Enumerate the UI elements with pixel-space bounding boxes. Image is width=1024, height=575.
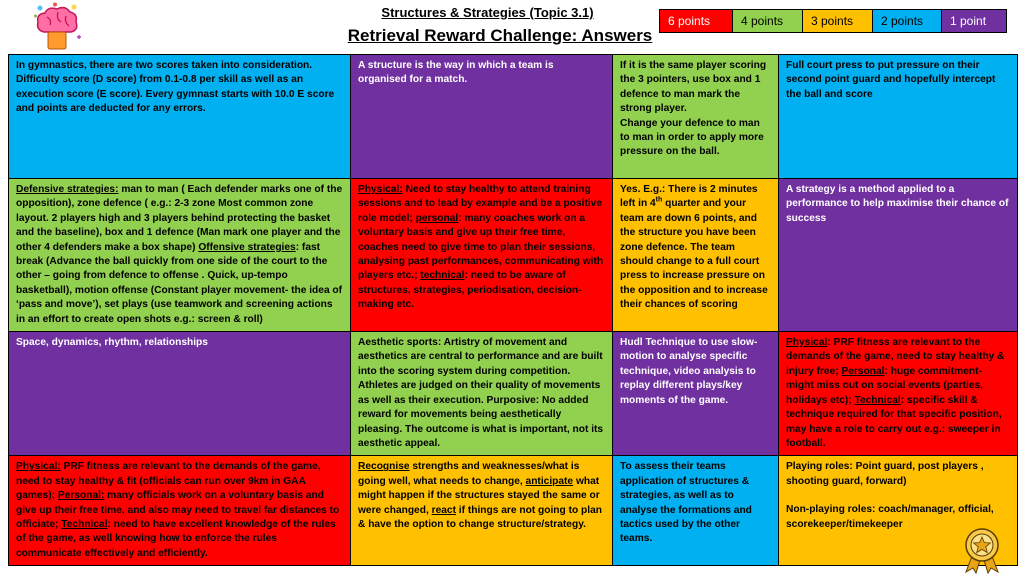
answer-cell-r3c1 [9, 332, 351, 456]
answer-text: quarter and your team are down 6 points, and the structure you have been zone defence. The team should change to a full court press to increase pressure on the opposition and to increase their chances of scoring [620, 198, 768, 311]
medal-icon [962, 526, 1002, 574]
answer-cell-r3c3 [613, 332, 779, 456]
answer-heading: react [431, 504, 456, 516]
answer-text: : many coaches work on a voluntary basis and give up their free time, coaches need to give time to plan their sessions, analysing past performances, communicating with players etc.; [358, 212, 604, 282]
answer-cell-r2c2 [351, 179, 613, 332]
answer-text: Yes. E.g.: There is 2 minutes left in 4 [620, 184, 758, 210]
answer-text: : fast break (Advance the ball quickly from one side of the court to the other – going from defence to offense . Quick, up-tempo basketball), motion offense (Constant player movement- the idea of ‘pass and move’), set plays (use teamwork and screening actions in an effort to create open shots e.g.: screen & roll) [16, 241, 343, 325]
answer-text: : huge commitment- might miss out on social events (parties, holidays etc); [786, 365, 984, 406]
answer-cell-r2c4 [779, 179, 1018, 332]
answer-text: Change your defence to man to man in order to apply more pressure on the ball. [620, 117, 764, 158]
answer-heading: Personal [841, 365, 885, 377]
answer-cell-r4c1 [9, 456, 351, 566]
answer-text: Aesthetic sports: Artistry of movement and aesthetics are central to performance and are built into the scoring system during competition. Athletes are judged on their quality of movements as well as their execution. Purposive: No added reward for movements being aesthetically pleasing. The outcome is what is important, not its aesthetic appeal. [358, 337, 604, 449]
answer-cell-r3c2 [351, 332, 613, 456]
answer-heading: technical [420, 270, 465, 282]
answer-heading: Physical [786, 337, 828, 349]
answer-text: PRF fitness are relevant to the demands of the game, need to stay healthy & fit (officials can run over 9km in GAA games); [16, 461, 321, 502]
answer-text: if things are not going to plan & have the option to change structure/strategy. [358, 504, 602, 530]
answer-cell-r4c3 [613, 456, 779, 566]
answer-text: : need to have excellent knowledge of the rules of the game, as well knowing how to enforce the rules communicate effectively and efficiently. [16, 518, 336, 559]
answer-text: A strategy is a method applied to a performance to help maximise their chance of success [786, 184, 1009, 224]
answer-cell-r1c1 [9, 55, 351, 179]
answer-text: man to man ( Each defender marks one of the opposition), zone defence ( e.g.: 2-3 zone Most common zone layout. 2 players high and 3 players behind protecting the basket and the baseline), box and 1 defence (Man mark one player and the other 4 defenders make a box shape) [16, 184, 343, 253]
answer-cell-r4c2 [351, 456, 613, 566]
answer-text: strengths and weaknesses/what is going well, what needs to change, [358, 461, 580, 487]
answer-cell-r2c3 [613, 179, 779, 332]
answer-text: Playing roles: Point guard, post players , shooting guard, forward) [786, 461, 984, 487]
answer-text: In gymnastics, there are two scores taken into consideration. Difficulty score (D score) from 0.1-0.8 per skill as well as an execution score (E score). Every gymnast starts with 10.0 E score and points are deducted for any errors. [16, 60, 335, 115]
answer-text: many officials work on a voluntary basis and give up their free time, and also may need to travel far distances to officiate; [16, 490, 340, 530]
legend-3-points: 3 points [803, 10, 873, 32]
answer-text: If it is the same player scoring the 3 pointers, use box and 1 defence to man mark the strong player. [620, 60, 767, 115]
legend-1-point: 1 point [942, 10, 1006, 32]
answer-heading: Physical: [16, 461, 61, 473]
answer-text: what might happen if the structures stayed the same or were changed, [358, 475, 600, 516]
answer-heading: personal [415, 212, 459, 224]
answer-cell-r3c4 [779, 332, 1018, 456]
legend-4-points: 4 points [733, 10, 803, 32]
legend-2-points: 2 points [873, 10, 942, 32]
brain-sparkle-icon [30, 2, 82, 52]
answer-heading: Technical [854, 394, 901, 406]
answer-text: : specific skill & technique required for that specific position, may have a role to carry out e.g.: sweeper in football. [786, 394, 1002, 449]
answer-text: To assess their teams application of structures & strategies, as well as to analyse the formations and tactics used by the other teams. [620, 461, 752, 545]
answers-grid [8, 54, 1018, 566]
answer-cell-r1c4 [779, 55, 1018, 179]
answer-text: Space, dynamics, rhythm, relationships [16, 337, 208, 349]
answer-heading: anticipate [525, 475, 574, 487]
answer-cell-r1c3 [613, 55, 779, 179]
answer-text: : PRF fitness are relevant to the demands of the game, need to stay healthy & injury free; [786, 337, 1005, 377]
answer-heading: Physical: [358, 184, 403, 195]
legend-6-points: 6 points [660, 10, 733, 32]
page-title: Retrieval Reward Challenge: Answers [347, 26, 653, 45]
answer-heading: Personal: [57, 490, 105, 502]
answer-text: Non-playing roles: coach/manager, official, scorekeeper/timekeeper [786, 504, 994, 530]
answer-cell-r2c1 [9, 179, 351, 332]
answer-heading: Offensive strategies [198, 241, 296, 253]
answer-heading: Defensive strategies: [16, 184, 119, 195]
answer-cell-r1c2 [351, 55, 613, 179]
points-legend [659, 9, 1007, 33]
answer-text: Full court press to put pressure on their second point guard and hopefully intercept the ball and score [786, 60, 996, 100]
answer-text: A structure is the way in which a team is organised for a match. [358, 60, 554, 86]
answer-text: : need to be aware of structures, strategies, periodisation, decision-making etc. [358, 270, 582, 311]
page-subtitle: Structures & Strategies (Topic 3.1) [381, 5, 594, 20]
answer-text: Hudl Technique to use slow-motion to analyse specific technique, video analysis to replay different plays/key moments of the game. [620, 337, 758, 406]
answer-heading: Recognise [358, 461, 410, 473]
answer-heading: Technical [61, 518, 108, 530]
answer-text: Need to stay healthy to attend training sessions and to lead by example and be a positive role model; [358, 184, 603, 224]
ordinal-suffix: th [655, 197, 663, 205]
